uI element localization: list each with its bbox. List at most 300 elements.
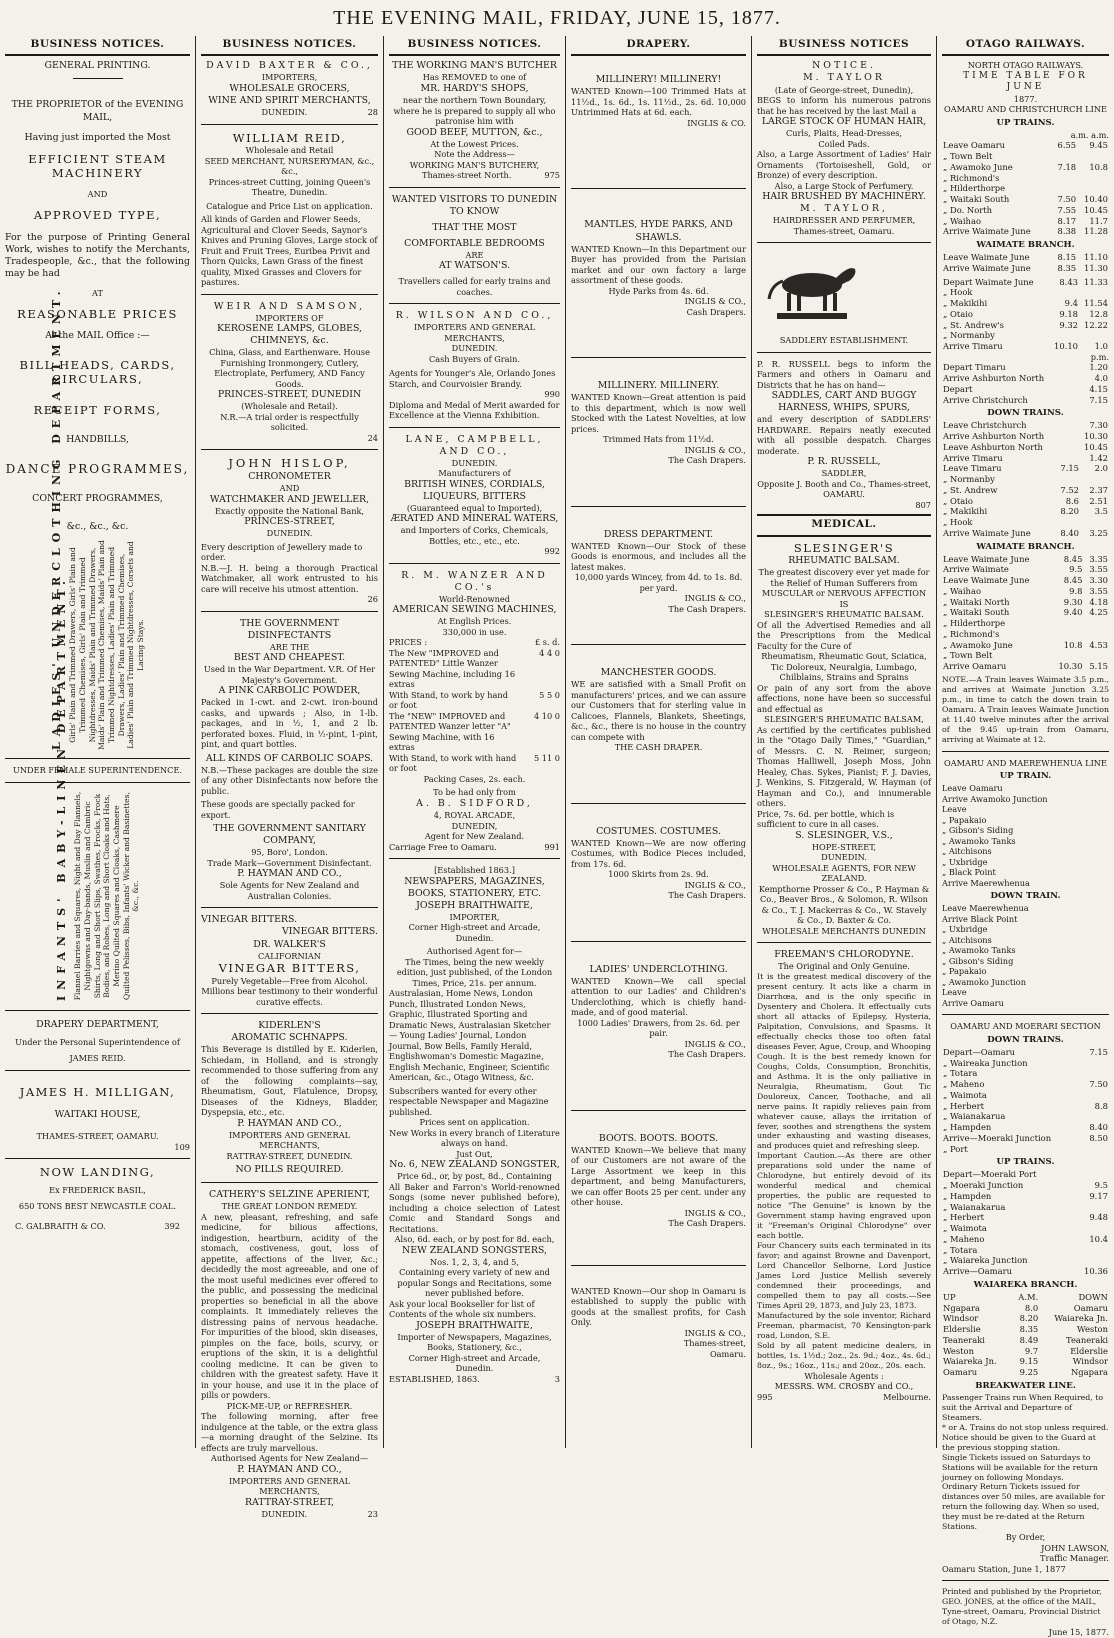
vinegar-heading-2: VINEGAR BITTERS. xyxy=(281,926,378,938)
column-3-header: BUSINESS NOTICES. xyxy=(389,36,560,56)
station-name: „ Waitaki South xyxy=(943,607,1010,618)
lane-wines: BRITISH WINES, CORDIALS, LIQUEURS, BITTERS xyxy=(404,478,545,502)
timetable-row xyxy=(942,485,1109,496)
train-time: 2.0 xyxy=(1094,463,1108,474)
hislop-city: DUNEDIN. xyxy=(266,528,313,539)
wanzer-currency: £ s. d. xyxy=(534,637,560,648)
train-time xyxy=(1083,629,1109,640)
timetable-row xyxy=(942,575,1109,586)
train-time: 9.18 xyxy=(1059,308,1078,319)
station-name: „ Town Belt xyxy=(943,650,993,661)
hislop-opposite: Exactly opposite the National Bank, xyxy=(214,505,365,516)
taylor-pads: Coiled Pads. xyxy=(818,138,870,149)
kiderlen-ad xyxy=(201,1020,378,1176)
train-time: 10.10 xyxy=(1054,341,1078,352)
timetable-row xyxy=(942,183,1109,194)
millinery-inglis: INGLIS & CO. xyxy=(687,117,746,128)
divider xyxy=(201,907,378,908)
station-name: Arrive Waimate June xyxy=(943,262,1031,273)
station-name: Elderslie xyxy=(943,1324,981,1334)
station-name: „ Totara xyxy=(943,1068,978,1079)
timetable-row xyxy=(942,384,1109,395)
freeman-wholesale: Wholesale Agents : xyxy=(804,1370,884,1381)
taylor-name: M. TAYLOR xyxy=(803,72,885,84)
wanzer-price-row xyxy=(389,648,560,690)
slesinger-balsam: RHEUMATIC BALSAM. xyxy=(788,555,900,567)
timetable-down xyxy=(942,420,1109,538)
column-1 xyxy=(0,36,196,1448)
station-name: Leave Waimate June xyxy=(943,252,1030,263)
train-time: 10.30 xyxy=(1058,661,1083,672)
station-name: „ Awamoko June xyxy=(943,161,1013,172)
np-just-out: Just Out, xyxy=(456,1148,493,1159)
station-name: Ngapara xyxy=(943,1302,981,1313)
timetable-moeraki-up xyxy=(942,1169,1109,1277)
slesinger-remedies: Of all the Advertised Remedies and all the Prescriptions from the Medical Faculty for the Cure of xyxy=(757,619,931,651)
printing-ad-at: AT xyxy=(92,288,103,299)
taylor-trade: HAIRDRESSER AND PERFUMER, xyxy=(772,215,916,226)
station-name: „ Gibson's Siding xyxy=(942,825,1014,836)
disinfectants-ad xyxy=(201,618,378,902)
rail-maerewhenua-down: DOWN TRAIN. xyxy=(990,891,1061,902)
selzine-hayman: P. HAYMAN AND CO., xyxy=(237,1463,342,1475)
millinery-heading: MILLINERY! MILLINERY! xyxy=(595,74,722,86)
divider xyxy=(942,751,1109,752)
train-time xyxy=(1057,431,1080,442)
station-name: „ Waianakarua xyxy=(943,1201,1006,1212)
station-name: „ Maheno xyxy=(943,1079,985,1089)
drapery-department-heading: DRAPERY DEPARTMENT, xyxy=(36,1018,159,1030)
station-name: Arrive Timaru xyxy=(943,341,1003,352)
station-name: Arrive—Oamaru xyxy=(943,1266,1012,1276)
column-4-header: DRAPERY. xyxy=(571,36,746,56)
female-superintendence: UNDER FEMALE SUPERINTENDENCE. xyxy=(12,765,183,776)
timetable-row xyxy=(942,216,1109,227)
milligan-name: JAMES H. MILLIGAN, xyxy=(19,1084,176,1099)
station-name: „ Uxbridge xyxy=(942,856,988,867)
station-name: „ Waitaki South xyxy=(943,194,1010,205)
printing-ad-office: At the MAIL Office :— xyxy=(45,329,150,341)
divider xyxy=(5,758,190,759)
freeman-original: The Original and Only Genuine. xyxy=(778,961,910,972)
station-name: „ Makikihi xyxy=(943,506,988,517)
butcher-note: Note the Address— xyxy=(434,149,515,160)
station-name: „ Moeraki Junction xyxy=(943,1180,1024,1190)
train-time: 3.55 xyxy=(1089,585,1108,596)
slesinger-certified: As certified by the certificates published in the "Otago Daily Times," "Guardian," of Messrs. C. N. Reimer, surgeon; Thomas Halliwell, Joseph Moss, John Healey, Chas. Sykes, Pianist; F. J. Davies, J. Wenkins, S. Fitzgerald, W. Hayman (of Hayman and Co.), and innumerable others. xyxy=(757,724,931,809)
train-time: 8.15 xyxy=(1057,252,1077,263)
train-time: 5.15 xyxy=(1089,661,1108,672)
divider xyxy=(571,1265,746,1266)
dress-text: WANTED Known—Our Stock of these Goods is enormous, and includes all the latest makes. xyxy=(571,540,746,572)
kiderlen-hayman: P. HAYMAN AND CO., xyxy=(237,1117,342,1129)
boots-cash-drapers: The Cash Drapers. xyxy=(668,1218,746,1229)
hislop-ad xyxy=(201,456,378,604)
station-name: „ Totara xyxy=(943,1244,978,1255)
train-time: 11.54 xyxy=(1084,298,1108,309)
taylor-hair: LARGE STOCK OF HUMAN HAIR, xyxy=(761,116,927,127)
timetable-row xyxy=(942,330,1109,341)
train-time: 8.50 xyxy=(1089,1132,1108,1143)
printing-item-concert: CONCERT PROGRAMMES, xyxy=(32,493,163,505)
vinegar-ad xyxy=(201,914,378,1007)
train-time: 10.30 xyxy=(1084,431,1108,442)
np-importer-2: Importer of Newspapers, Magazines, Books, Stationery, &c., xyxy=(397,1331,552,1353)
gov-powder: A PINK CARBOLIC POWDER, xyxy=(218,685,361,697)
baxter-merchants: WINE AND SPIRIT MERCHANTS, xyxy=(208,95,371,106)
landing-ad-number: 392 xyxy=(164,1221,180,1232)
rail-moeraki-down: DOWN TRAINS. xyxy=(987,1034,1064,1045)
timetable-row xyxy=(942,1068,1109,1079)
butcher-butchery: WORKING MAN'S BUTCHERY, xyxy=(409,159,540,170)
train-time: 4.18 xyxy=(1089,596,1108,607)
train-time: Waiareka Jn. xyxy=(1054,1313,1108,1324)
timetable-row xyxy=(942,586,1109,597)
wanzer-name: R. M. WANZER AND CO.'s xyxy=(401,569,548,593)
wanzer-footer xyxy=(389,842,560,853)
station-name: Arrive Ashburton North xyxy=(943,373,1045,384)
timetable-row xyxy=(942,1313,1109,1324)
general-printing-heading: GENERAL PRINTING. xyxy=(44,60,151,72)
train-time xyxy=(1051,618,1083,629)
slesinger-ailments: Rheumatism, Rheumatic Gout, Sciatica, Tic Doloreux, Neuralgia, Lumbago, Chilblains, Strains and Sprains xyxy=(761,651,927,683)
divider xyxy=(389,858,560,859)
wanzer-item: The "NEW" IMPROVED and PATENTED Wanzer letter "A" Sewing Machine, with 16 extras xyxy=(389,710,511,753)
dress-price: 10,000 yards Wincey, from 4d. to 1s. 8d. per yard. xyxy=(574,572,743,593)
gov-used: Used in the War Department. V.R. Of Her Majesty's Government. xyxy=(203,664,376,685)
mantles-text: WANTED Known—In this Department our Buyer has provided from the Parisian market and our own factory a large assortment of these goods. xyxy=(571,243,746,286)
column-2-header: BUSINESS NOTICES. xyxy=(201,36,378,56)
timetable-row xyxy=(942,1169,1109,1180)
train-time: 8.20 xyxy=(1060,506,1080,517)
train-time: 9.8 xyxy=(1069,585,1083,596)
baxter-footer xyxy=(201,107,378,118)
timetable-row xyxy=(942,1266,1109,1277)
printing-item-billheads: BILL-HEADS, CARDS, CIRCULARS, xyxy=(19,357,176,387)
weir-ad-number: 24 xyxy=(367,432,378,443)
timetable-row xyxy=(942,226,1109,237)
rail-ampm: a.m. a.m. xyxy=(1070,129,1109,140)
train-time: DOWN xyxy=(1078,1291,1108,1302)
columns xyxy=(0,36,1114,1638)
wanzer-carriage: Carriage Free to Oamaru. xyxy=(389,841,497,852)
station-name: „ Normanby xyxy=(943,474,995,485)
station-name: Leave xyxy=(942,804,967,815)
timetable-row xyxy=(942,650,1109,661)
train-time xyxy=(1080,474,1109,485)
train-time xyxy=(1057,453,1080,464)
slesinger-affection: MUSCULAR or NERVOUS AFFECTION xyxy=(761,588,927,599)
column-1-header: BUSINESS NOTICES. xyxy=(5,36,190,56)
timetable-row xyxy=(942,564,1109,575)
divider xyxy=(201,294,378,295)
watson-are: ARE xyxy=(465,249,484,260)
taylor-begs: BEGS to inform his numerous patrons that he has received by the last Mail a xyxy=(757,95,931,116)
butcher-street: Thames-street North. xyxy=(422,170,512,181)
infants-department-items: Flannel Barries and Squares, Night and Day Flannels, Nightgowns and Day-bands, Muslin and Cambric Shirts, Long and Short Slips, Swathes, Frocks, Frock Bodies, and Robes, Long and Short Cloaks and Hats, Merino Quilted Squares and Cloaks, Cashmere Quilted Pelisses, Bibs, Infants' Wicker and Basinettes, &c., &c. xyxy=(72,791,140,1001)
printing-ad-proprietor: THE PROPRIETOR of the EVENING MAIL, xyxy=(11,99,184,123)
train-time: 11.10 xyxy=(1084,252,1108,263)
timetable-waimate-2 xyxy=(942,277,1109,352)
timetable-row xyxy=(942,395,1109,406)
train-time: 7.30 xyxy=(1089,420,1108,431)
station-name: Depart—Moeraki Port xyxy=(943,1169,1037,1180)
watson-heading: WANTED VISITORS TO DUNEDIN TO KNOW xyxy=(391,193,558,217)
timetable-row xyxy=(942,1133,1109,1144)
np-variety: Containing every variety of new and popular Songs and Recitations, some never published before. xyxy=(397,1267,552,1299)
gov-soaps: ALL KINDS OF CARBOLIC SOAPS. xyxy=(205,752,374,764)
station-name: „ Otaio xyxy=(943,308,973,319)
train-time: 10.36 xyxy=(1084,1266,1108,1276)
rail-year: 1877. xyxy=(1013,93,1038,104)
np-subscribers: Subscribers wanted for every other respectable Newspaper and Magazine published. xyxy=(389,1085,549,1117)
train-time: 3.55 xyxy=(1089,564,1108,575)
column-5 xyxy=(752,36,937,1448)
timetable-row xyxy=(942,1212,1109,1223)
rail-breakwater-text: Passenger Trains run When Required, to suit the Arrival and Departure of Steamers. xyxy=(942,1392,1104,1422)
freeman-manufactured: Manufactured by the sole inventor, Richard Freeman, pharmacist, 70 Kensington-park road, London, S.E. xyxy=(757,1310,931,1340)
oamaru-town: Oamaru. xyxy=(709,1348,746,1359)
timetable-row xyxy=(942,1324,1109,1335)
slesinger-ad xyxy=(757,541,931,937)
saddlery-heading: SADDLERY ESTABLISHMENT. xyxy=(779,335,909,346)
timetable-row xyxy=(942,661,1109,672)
weir-street: PRINCES-STREET, DUNEDIN xyxy=(217,389,362,401)
train-time: 8.8 xyxy=(1094,1100,1108,1111)
mantles-price: Hyde Parks from 4s. 6d. xyxy=(608,285,709,296)
station-name: Depart xyxy=(943,383,973,394)
butcher-hardy: MR. HARDY'S SHOPS, xyxy=(420,82,529,94)
train-time xyxy=(1051,629,1083,640)
station-name: „ Gibson's Siding xyxy=(942,955,1014,966)
np-footer xyxy=(389,1374,560,1385)
station-name: „ Do. North xyxy=(943,204,993,215)
station-name: „ St. Andrew xyxy=(943,484,998,495)
station-name: Arrive Christchurch xyxy=(943,394,1028,405)
lane-ad-number: 992 xyxy=(544,546,560,557)
train-time: 11.33 xyxy=(1084,276,1108,287)
costumes-text: WANTED Known—We are now offering Costumes, with Bodice Pieces included, from 17s. 6d. xyxy=(571,837,746,869)
rail-lawson: JOHN LAWSON, xyxy=(1041,1542,1109,1553)
slesinger-agent-list: Kempthorne Prosser & Co., P. Hayman & Co., Beaver Bros., & Solomon, R. Wilson & Co., T. J. Mackerras & Co., W. Stavely & Co., D. Baxter & Co. xyxy=(758,883,930,926)
train-time: 4.15 xyxy=(1089,383,1108,394)
baxter-name: DAVID BAXTER & CO., xyxy=(206,60,373,72)
timetable-row xyxy=(942,373,1109,384)
printing-item-dance: DANCE PROGRAMMES, xyxy=(5,461,190,476)
timetable-row xyxy=(942,640,1109,651)
train-time xyxy=(1083,1058,1109,1069)
divider xyxy=(757,242,931,243)
costumes-heading: COSTUMES. COSTUMES. xyxy=(596,825,721,837)
train-time xyxy=(1049,330,1079,341)
train-time xyxy=(1077,173,1109,184)
timetable-row xyxy=(942,298,1109,309)
np-works: New Works in every branch of Literature always on hand. xyxy=(389,1127,560,1149)
train-time xyxy=(1077,183,1109,194)
wilson-ad xyxy=(389,310,560,421)
baxter-importers: IMPORTERS, xyxy=(261,72,318,83)
train-time: 10.45 xyxy=(1084,204,1108,215)
timetable-row xyxy=(942,277,1109,288)
station-name: „ Waianakarua xyxy=(943,1111,1006,1122)
train-time: 11.30 xyxy=(1084,262,1108,273)
timetable-row xyxy=(942,1090,1109,1101)
reid-stock: All kinds of Garden and Flower Seeds, Agricultural and Clover Seeds, Saynor's Knives and Pruning Gloves, Large stock of Fruit and Fruit Trees, Euribea Privit and Thorn Quicks, Lawn Grass of the finest quality, Mixed Grasses and Clovers for pastures. xyxy=(201,214,378,288)
train-time: 9.17 xyxy=(1089,1190,1108,1201)
station-name: Arrive Oamaru xyxy=(942,997,1004,1008)
butcher-footer xyxy=(389,170,560,181)
station-name: Depart Waimate June xyxy=(943,276,1034,287)
rail-breakwater: BREAKWATER LINE. xyxy=(975,1380,1076,1391)
slesinger-is: IS xyxy=(839,598,849,609)
train-time: 11.28 xyxy=(1084,226,1108,237)
train-time: 10.8 xyxy=(1089,161,1108,172)
timetable-row xyxy=(942,1144,1109,1155)
station-name: Weston xyxy=(943,1345,974,1356)
station-name: „ Waimota xyxy=(943,1089,987,1100)
station-name: „ Richmond's xyxy=(943,628,1000,639)
hislop-watchmaker: WATCHMAKER AND JEWELLER, xyxy=(209,493,370,505)
station-name: Leave Maerewhenua xyxy=(942,903,1029,914)
milligan-address: THAMES-STREET, OAMARU. xyxy=(36,1131,159,1142)
freeman-chancery: Four Chancery suits each terminated in its favor; and against Browne and Davenport, Lord Chancellor Selborne, Lord Justice James Lord Justice Mellish severely condemned their proceedings, and compelled them to pay all costs.—See Times April 29, 1873, and July 23, 1873. xyxy=(757,1241,931,1310)
selzine-ad-number: 23 xyxy=(367,1508,378,1519)
train-time: 1.42 xyxy=(1089,452,1108,463)
lane-waters: ÆRATED AND MINERAL WATERS, xyxy=(390,513,559,525)
timetable-row xyxy=(942,1292,1109,1303)
taylor-notice: NOTICE. xyxy=(812,60,876,72)
rail-christchurch-line: OAMARU AND CHRISTCHURCH LINE xyxy=(944,104,1107,115)
russell-name: P. R. RUSSELL, xyxy=(807,456,881,468)
mantles-cash-drapers: Cash Drapers. xyxy=(686,306,746,317)
butcher-beef: GOOD BEEF, MUTTON, &c., xyxy=(406,126,543,138)
russell-saddler: SADDLER, xyxy=(821,468,867,479)
train-time: 8.40 xyxy=(1060,527,1080,538)
costumes-cash-drapers: The Cash Drapers. xyxy=(668,890,746,901)
station-name: Oamaru xyxy=(943,1367,978,1377)
timetable-row xyxy=(942,618,1109,629)
station-name: UP xyxy=(943,1291,956,1302)
watson-travellers: Travellers called for early trains and coaches. xyxy=(398,276,551,297)
wanzer-price-row xyxy=(389,711,560,753)
kiderlen-text: This Beverage is distilled by E. Kiderlen, Schiedam, in Holland, and is strongly recommended to those suffering from any of the following complaints—say, Rheumatism, Gout, Flatulence, Dropsy, Diseases of the Kidneys, Bladder, Dyspepsia, etc., etc. xyxy=(201,1044,378,1118)
millinery-text: WANTED Known—100 Trimmed Hats at 11½d., 1s. 6d., 1s. 11½d., 2s. 6d. 10,000 Untrimmed Hats at 6d. each. xyxy=(571,86,746,118)
selzine-name: CATHERY'S SELZINE APERIENT, xyxy=(209,1189,370,1201)
taylor-machinery: HAIR BRUSHED BY MACHINERY. xyxy=(762,191,926,203)
timetable-row xyxy=(942,629,1109,640)
divider xyxy=(571,357,746,358)
train-time: 9.7 xyxy=(1024,1345,1039,1356)
divider xyxy=(5,1070,190,1071)
np-heading: NEWSPAPERS, MAGAZINES, BOOKS, STATIONERY, ETC. xyxy=(404,875,545,899)
np-address: Corner High-street and Arcade, Dunedin. xyxy=(408,922,541,943)
lane-name: LANE, CAMPBELL, AND CO., xyxy=(405,433,544,457)
slesinger-street: HOPE-STREET, xyxy=(811,841,877,852)
station-name: Arrive Maerewhenua xyxy=(942,877,1030,888)
station-name: „ Hilderthorpe xyxy=(943,618,1006,629)
np-name-2: JOSEPH BRAITHWAITE, xyxy=(416,1319,533,1331)
wanzer-price: 5 11 0 xyxy=(533,752,560,763)
taylor-street: Thames-street, Oamaru. xyxy=(793,225,895,236)
station-name: „ Waiareka Junction xyxy=(943,1255,1028,1266)
timetable-row xyxy=(942,1101,1109,1112)
divider xyxy=(757,942,931,943)
printing-item-receipts: RECEIPT FORMS, xyxy=(33,403,162,418)
np-authorised: Authorised Agent for— xyxy=(426,946,523,957)
divider xyxy=(571,188,746,189)
wanzer-renowned: World-Renowned xyxy=(439,593,510,604)
timetable-row xyxy=(942,506,1109,517)
divider xyxy=(5,1010,190,1011)
gov-agents: Sole Agents for New Zealand and Australian Colonies. xyxy=(219,880,360,901)
wanzer-english: At English Prices. xyxy=(437,616,512,627)
wilson-grain: Cash Buyers of Grain. xyxy=(428,353,521,364)
train-time xyxy=(1083,618,1109,629)
train-time xyxy=(1079,287,1109,298)
train-time: A.M. xyxy=(1018,1291,1039,1302)
np-established-2: ESTABLISHED, 1863. xyxy=(389,1373,480,1384)
train-time: 9.48 xyxy=(1089,1212,1108,1223)
kiderlen-street: RATTRAY-STREET, DUNEDIN. xyxy=(226,1150,353,1161)
russell-address: Opposite J. Booth and Co., Thames-street, OAMARU. xyxy=(757,478,931,500)
vinegar-vegetable: Purely Vegetable—Free from Alcohol. xyxy=(211,975,368,986)
taylor-ornaments: Also, a Large Assortment of Ladies' Hair Ornaments (Tortoiseshell, Gold, or Bronze) of every description. xyxy=(757,149,931,181)
divider xyxy=(5,1158,190,1159)
np-name: JOSEPH BRAITHWAITE, xyxy=(416,899,533,911)
gov-heading: THE GOVERNMENT DISINFECTANTS xyxy=(239,617,340,641)
train-time: 8.6 xyxy=(1065,495,1080,506)
train-time xyxy=(1057,517,1080,528)
watson-name: AT WATSON'S. xyxy=(438,260,511,272)
rail-moeraki-section: OAMARU AND MOERARI SECTION xyxy=(950,1021,1101,1032)
timetable-row xyxy=(942,173,1109,184)
kiderlen-schnapps: AROMATIC SCHNAPPS. xyxy=(231,1032,348,1044)
timetable-row xyxy=(942,496,1109,507)
divider xyxy=(942,1014,1109,1015)
rail-date: Oamaru Station, June 1, 1877 xyxy=(942,1563,1066,1574)
wanzer-had: To be had only from xyxy=(433,787,516,798)
station-name: Arrive Awamoko Junction xyxy=(942,793,1048,804)
timetable-row xyxy=(942,1058,1109,1069)
divider xyxy=(201,611,378,612)
wanzer-city: DUNEDIN, xyxy=(451,820,498,831)
train-time xyxy=(1079,330,1109,341)
slesinger-wholesale: WHOLESALE MERCHANTS DUNEDIN xyxy=(762,925,926,936)
russell-ad xyxy=(757,359,931,511)
printed-date: June 15, 1877. xyxy=(1048,1627,1109,1638)
train-time xyxy=(1051,650,1083,661)
wilson-agents: Agents for Younger's Ale, Orlando Jones Starch, and Courvoisier Brandy. xyxy=(389,368,556,389)
costumes-skirts: 1000 Skirts from 2s. 9d. xyxy=(608,869,709,880)
landing-merchant: C. GALBRAITH & CO. xyxy=(15,1221,106,1232)
wilson-ad-number: 990 xyxy=(544,389,560,400)
train-time: 3.5 xyxy=(1094,506,1108,517)
printed-by: Printed and published by the Proprietor, GEO. JONES, at the office of the MAIL, Tyne-street, Oamaru, Provincial District of Otago, N.Z. xyxy=(942,1587,1102,1627)
np-ask: Ask your local Bookseller for list of Contents of the whole six numbers. xyxy=(389,1298,536,1320)
train-time: 8.20 xyxy=(1019,1313,1039,1324)
wanzer-price: 5 5 0 xyxy=(539,689,560,700)
wanzer-sidford: A. B. SIDFORD, xyxy=(416,797,533,809)
np-price: Price 6d., or, by post, 8d., Containing xyxy=(397,1171,552,1182)
manchester-heading: MANCHESTER GOODS. xyxy=(600,667,717,679)
timetable-row xyxy=(942,1346,1109,1357)
lane-ad xyxy=(389,434,560,557)
timetable-waimate-3 xyxy=(942,554,1109,672)
taylor-name-2: M. TAYLOR, xyxy=(800,203,888,215)
divider xyxy=(571,941,746,942)
train-time xyxy=(1052,151,1077,162)
timetable-row xyxy=(942,1245,1109,1256)
